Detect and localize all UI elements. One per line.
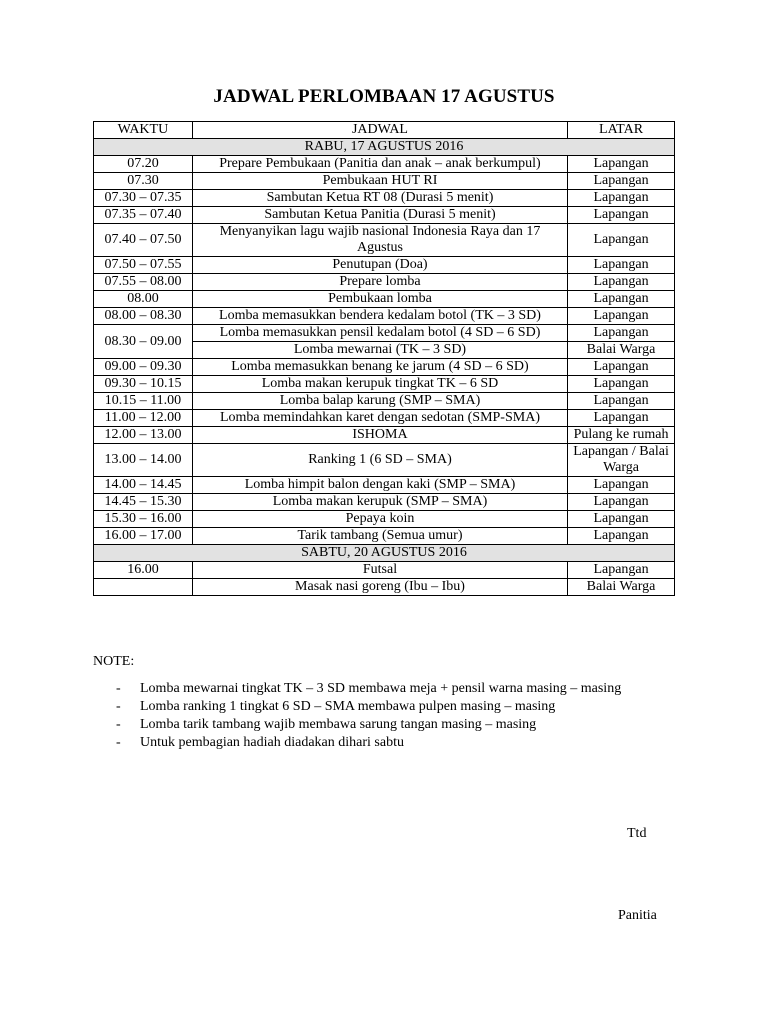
cell-jadwal: Lomba mewarnai (TK – 3 SD) — [192, 342, 567, 359]
cell-jadwal: Lomba himpit balon dengan kaki (SMP – SMA) — [192, 477, 567, 494]
notes-list — [93, 680, 621, 752]
cell-jadwal: Pembukaan HUT RI — [192, 173, 567, 190]
cell-latar: Lapangan — [568, 291, 675, 308]
table-row — [94, 528, 675, 545]
cell-waktu: 08.00 – 08.30 — [94, 308, 193, 325]
cell-waktu — [94, 579, 193, 596]
table-row — [94, 579, 675, 596]
cell-latar: Lapangan — [568, 325, 675, 342]
table-row — [94, 325, 675, 342]
table-row — [94, 257, 675, 274]
table-row — [94, 224, 675, 257]
cell-latar: Balai Warga — [568, 579, 675, 596]
table-row — [94, 410, 675, 427]
signer-name: Panitia — [618, 908, 657, 923]
cell-waktu: 07.40 – 07.50 — [94, 224, 193, 257]
cell-latar: Lapangan — [568, 410, 675, 427]
cell-waktu: 16.00 – 17.00 — [94, 528, 193, 545]
table-row — [94, 562, 675, 579]
cell-waktu: 15.30 – 16.00 — [94, 511, 193, 528]
cell-latar: Lapangan — [568, 257, 675, 274]
cell-latar: Lapangan — [568, 494, 675, 511]
cell-waktu: 08.30 – 09.00 — [94, 325, 193, 359]
cell-waktu: 10.15 – 11.00 — [94, 393, 193, 410]
cell-waktu: 14.45 – 15.30 — [94, 494, 193, 511]
cell-waktu: 07.30 – 07.35 — [94, 190, 193, 207]
page-title: JADWAL PERLOMBAAN 17 AGUSTUS — [213, 86, 555, 107]
cell-jadwal: ISHOMA — [192, 427, 567, 444]
note-bullet: - — [116, 717, 121, 732]
cell-waktu: 07.30 — [94, 173, 193, 190]
note-item — [93, 698, 621, 716]
table-row — [94, 444, 675, 477]
table-row — [94, 207, 675, 224]
cell-waktu: 11.00 – 12.00 — [94, 410, 193, 427]
cell-jadwal: Lomba memindahkan karet dengan sedotan (SMP-SMA) — [192, 410, 567, 427]
cell-jadwal: Masak nasi goreng (Ibu – Ibu) — [192, 579, 567, 596]
cell-jadwal: Sambutan Ketua Panitia (Durasi 5 menit) — [192, 207, 567, 224]
table-row — [94, 376, 675, 393]
cell-jadwal: Sambutan Ketua RT 08 (Durasi 5 menit) — [192, 190, 567, 207]
table-row — [94, 393, 675, 410]
table-row — [94, 190, 675, 207]
table-row — [94, 308, 675, 325]
cell-jadwal: Lomba memasukkan pensil kedalam botol (4 SD – 6 SD) — [192, 325, 567, 342]
cell-latar: Lapangan — [568, 308, 675, 325]
table-row — [94, 173, 675, 190]
schedule-table — [93, 121, 675, 596]
cell-latar: Lapangan — [568, 224, 675, 257]
cell-latar: Lapangan — [568, 528, 675, 545]
header-waktu: WAKTU — [94, 122, 193, 139]
cell-latar: Lapangan — [568, 207, 675, 224]
cell-latar: Pulang ke rumah — [568, 427, 675, 444]
cell-jadwal: Lomba makan kerupuk (SMP – SMA) — [192, 494, 567, 511]
note-bullet: - — [116, 681, 121, 696]
header-latar: LATAR — [568, 122, 675, 139]
cell-waktu: 14.00 – 14.45 — [94, 477, 193, 494]
cell-latar: Lapangan / Balai Warga — [568, 444, 675, 477]
cell-waktu: 16.00 — [94, 562, 193, 579]
cell-latar: Lapangan — [568, 173, 675, 190]
cell-jadwal: Lomba balap karung (SMP – SMA) — [192, 393, 567, 410]
table-row — [94, 359, 675, 376]
cell-latar: Lapangan — [568, 156, 675, 173]
cell-waktu: 12.00 – 13.00 — [94, 427, 193, 444]
header-jadwal: JADWAL — [192, 122, 567, 139]
cell-jadwal: Futsal — [192, 562, 567, 579]
table-row — [94, 427, 675, 444]
cell-waktu: 07.20 — [94, 156, 193, 173]
note-text: Lomba ranking 1 tingkat 6 SD – SMA membawa pulpen masing – masing — [140, 699, 556, 714]
cell-jadwal: Lomba makan kerupuk tingkat TK – 6 SD — [192, 376, 567, 393]
table-header-row — [94, 122, 675, 139]
cell-waktu: 07.55 – 08.00 — [94, 274, 193, 291]
cell-latar: Lapangan — [568, 562, 675, 579]
day-header-rabu: RABU, 17 AGUSTUS 2016 — [94, 139, 675, 156]
cell-waktu: 07.50 – 07.55 — [94, 257, 193, 274]
cell-latar: Lapangan — [568, 376, 675, 393]
cell-jadwal: Lomba memasukkan bendera kedalam botol (TK – 3 SD) — [192, 308, 567, 325]
cell-waktu: 09.30 – 10.15 — [94, 376, 193, 393]
note-text: Lomba mewarnai tingkat TK – 3 SD membawa meja + pensil warna masing – masing — [140, 681, 622, 696]
day-header-row — [94, 139, 675, 156]
note-text: Lomba tarik tambang wajib membawa sarung tangan masing – masing — [140, 717, 537, 732]
cell-latar: Lapangan — [568, 190, 675, 207]
cell-latar: Lapangan — [568, 511, 675, 528]
table-row — [94, 156, 675, 173]
signature-label: Ttd — [627, 826, 647, 841]
table-row — [94, 274, 675, 291]
cell-waktu: 08.00 — [94, 291, 193, 308]
cell-jadwal: Penutupan (Doa) — [192, 257, 567, 274]
cell-latar: Lapangan — [568, 274, 675, 291]
cell-jadwal: Prepare Pembukaan (Panitia dan anak – anak berkumpul) — [192, 156, 567, 173]
table-row — [94, 291, 675, 308]
cell-jadwal: Lomba memasukkan benang ke jarum (4 SD – 6 SD) — [192, 359, 567, 376]
cell-latar: Lapangan — [568, 393, 675, 410]
day-header-sabtu: SABTU, 20 AGUSTUS 2016 — [94, 545, 675, 562]
cell-latar: Balai Warga — [568, 342, 675, 359]
cell-latar: Lapangan — [568, 477, 675, 494]
cell-waktu: 09.00 – 09.30 — [94, 359, 193, 376]
table-row — [94, 494, 675, 511]
table-row — [94, 477, 675, 494]
cell-jadwal: Menyanyikan lagu wajib nasional Indonesia Raya dan 17 Agustus — [192, 224, 567, 257]
table-row — [94, 511, 675, 528]
cell-waktu: 13.00 – 14.00 — [94, 444, 193, 477]
cell-jadwal: Pepaya koin — [192, 511, 567, 528]
cell-jadwal: Ranking 1 (6 SD – SMA) — [192, 444, 567, 477]
cell-latar: Lapangan — [568, 359, 675, 376]
note-item — [93, 680, 621, 698]
note-item — [93, 734, 621, 752]
note-bullet: - — [116, 699, 121, 714]
note-bullet: - — [116, 735, 121, 750]
note-label: NOTE: — [93, 654, 135, 669]
note-item — [93, 716, 621, 734]
cell-jadwal: Prepare lomba — [192, 274, 567, 291]
cell-jadwal: Tarik tambang (Semua umur) — [192, 528, 567, 545]
day-header-row — [94, 545, 675, 562]
note-text: Untuk pembagian hadiah diadakan dihari sabtu — [140, 735, 404, 750]
cell-jadwal: Pembukaan lomba — [192, 291, 567, 308]
cell-waktu: 07.35 – 07.40 — [94, 207, 193, 224]
